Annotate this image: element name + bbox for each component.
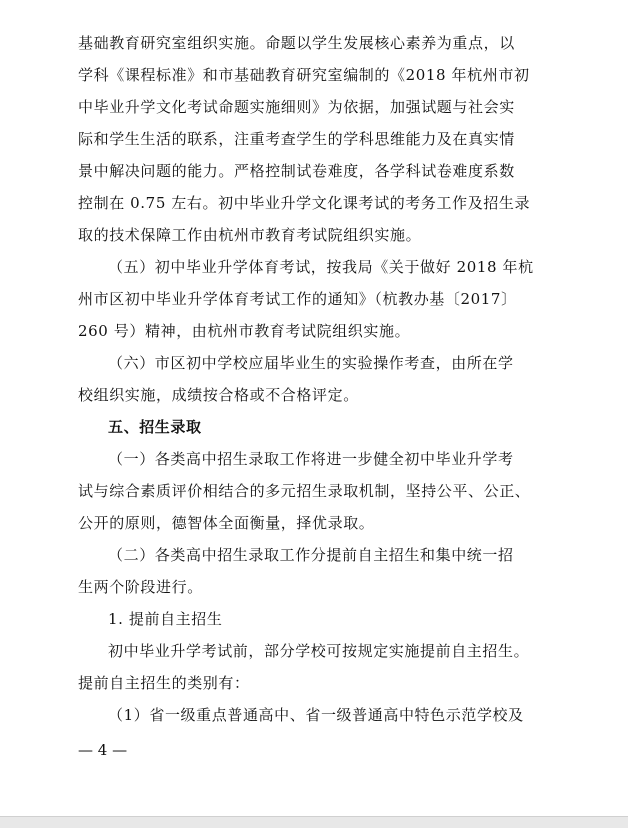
section-heading: 五、招生录取 — [108, 418, 202, 436]
paragraph-line: 学科《课程标准》和市基础教育研究室编制的《2018 年杭州市初 — [78, 66, 530, 84]
page-number: — 4 — — [78, 741, 128, 759]
paragraph-line: 州市区初中毕业升学体育考试工作的通知》（杭教办基〔2017〕 — [78, 290, 517, 308]
paragraph-line: 试与综合素质评价相结合的多元招生录取机制，坚持公平、公正、 — [78, 482, 531, 500]
paragraph-line: （1）省一级重点普通高中、省一级普通高中特色示范学校及 — [108, 706, 524, 724]
paragraph-line: 控制在 0.75 左右。初中毕业升学文化课考试的考务工作及招生录 — [78, 194, 531, 212]
paragraph-line: 取的技术保障工作由杭州市教育考试院组织实施。 — [78, 226, 422, 244]
paragraph-line: 校组织实施，成绩按合格或不合格评定。 — [78, 386, 359, 404]
paragraph-line: （一）各类高中招生录取工作将进一步健全初中毕业升学考 — [108, 450, 514, 468]
paragraph-line: 景中解决问题的能力。严格控制试卷难度，各学科试卷难度系数 — [78, 162, 515, 180]
paragraph-line: 260 号）精神，由杭州市教育考试院组织实施。 — [78, 322, 411, 340]
paragraph-line: （六）市区初中学校应届毕业生的实验操作考查，由所在学 — [108, 354, 514, 372]
paragraph-line: （二）各类高中招生录取工作分提前自主招生和集中统一招 — [108, 546, 514, 564]
paragraph-line: 初中毕业升学考试前，部分学校可按规定实施提前自主招生。 — [108, 642, 530, 660]
viewer-bottom-edge — [0, 816, 628, 828]
paragraph-line: 基础教育研究室组织实施。命题以学生发展核心素养为重点，以 — [78, 34, 515, 52]
paragraph-line: 中毕业升学文化考试命题实施细则》为依据，加强试题与社会实 — [78, 98, 515, 116]
paragraph-line: 提前自主招生的类别有： — [78, 674, 250, 692]
subsection-heading: 1. 提前自主招生 — [108, 610, 223, 628]
paragraph-line: 公开的原则，德智体全面衡量，择优录取。 — [78, 514, 375, 532]
paragraph-line: （五）初中毕业升学体育考试，按我局《关于做好 2018 年杭 — [108, 258, 534, 276]
paragraph-line: 际和学生生活的联系，注重考查学生的学科思维能力及在真实情 — [78, 130, 515, 148]
paragraph-line: 生两个阶段进行。 — [78, 578, 203, 596]
